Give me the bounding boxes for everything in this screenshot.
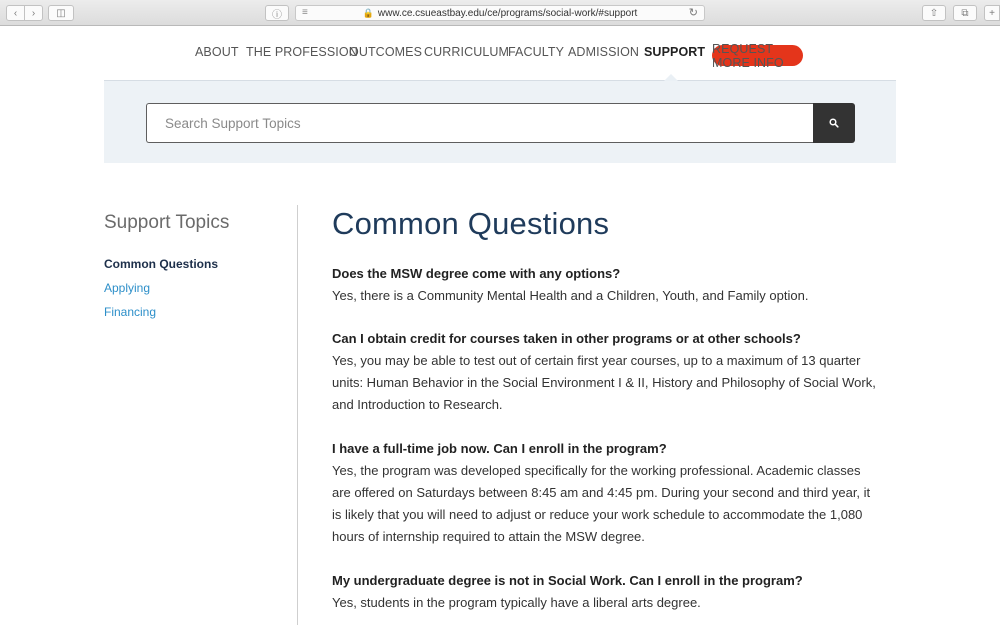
support-topics-heading: Support Topics [104, 212, 230, 233]
faq-answer: Yes, there is a Community Mental Health and a Children, Youth, and Family option. [332, 288, 809, 303]
address-bar[interactable] [295, 5, 705, 21]
nav-item-curriculum[interactable]: CURRICULUM [424, 45, 510, 59]
nav-item-the-profession[interactable]: THE PROFESSION [246, 45, 358, 59]
faq-item [332, 328, 877, 416]
list-item [104, 305, 218, 329]
nav-item-admission[interactable]: ADMISSION [568, 45, 640, 59]
nav-item-faculty[interactable]: FACULTY [508, 45, 565, 59]
active-nav-pointer [664, 74, 678, 81]
lock-icon: 🔒 [362, 7, 374, 18]
topic-link-financing[interactable]: Financing [104, 305, 157, 319]
nav-item-about[interactable]: ABOUT [195, 45, 239, 59]
faq-item [332, 438, 877, 548]
sidebar-icon[interactable]: ◫ [48, 5, 74, 21]
search-band [104, 81, 896, 163]
faq-answer: Yes, you may be able to test out of certain first year courses, up to a maximum of 13 quarter units: Human Behavior in the Social Environment I & II, History and Philosophy of Social Work, and Introduction to Research. [332, 353, 876, 412]
tabs-icon[interactable]: ⧉ [953, 5, 977, 21]
column-divider [297, 205, 298, 625]
support-topics-list [104, 257, 218, 329]
search-button[interactable] [813, 103, 855, 143]
topic-link-common-questions[interactable]: Common Questions [104, 257, 219, 271]
reader-icon[interactable]: ≡ [302, 7, 308, 18]
faq-question: I have a full-time job now. Can I enroll in the program? [332, 441, 667, 456]
faq-question: My undergraduate degree is not in Social Work. Can I enroll in the program? [332, 573, 803, 588]
info-icon[interactable]: ⓘ [265, 5, 289, 21]
back-icon[interactable]: ‹ [6, 5, 25, 21]
request-more-info-button[interactable]: REQUEST MORE INFO [712, 45, 803, 66]
faq-item [332, 570, 877, 614]
faq-question: Can I obtain credit for courses taken in other programs or at other schools? [332, 331, 801, 346]
forward-icon[interactable]: › [24, 5, 43, 21]
list-item [104, 257, 218, 281]
faq-answer: Yes, the program was developed specifically for the working professional. Academic classes are offered on Saturdays between 8:45 am and 4:45 pm. During your second and third year, it is likely that you will need to adjust or reduce your work schedule to accommodate the 1,080 hours of internship required to attain the MSW degree. [332, 463, 871, 544]
faq-item [332, 263, 877, 307]
faq-question: Does the MSW degree come with any options? [332, 266, 621, 281]
faq-answer: Yes, students in the program typically have a liberal arts degree. [332, 595, 701, 610]
reload-icon[interactable]: ↻ [688, 7, 698, 19]
nav-item-outcomes[interactable]: OUTCOMES [349, 45, 423, 59]
search-input[interactable] [146, 103, 814, 143]
share-icon[interactable]: ⇧ [922, 5, 946, 21]
search-icon [829, 118, 839, 128]
list-item [104, 281, 218, 305]
page-title: Common Questions [332, 206, 610, 241]
plus-icon[interactable]: + [984, 5, 1000, 21]
site-nav [0, 37, 1000, 70]
topic-link-applying[interactable]: Applying [104, 281, 151, 295]
browser-toolbar [0, 0, 1000, 26]
url-text: www.ce.csueastbay.edu/ce/programs/social-work/#support [377, 7, 638, 19]
nav-item-support[interactable]: SUPPORT [644, 45, 706, 59]
